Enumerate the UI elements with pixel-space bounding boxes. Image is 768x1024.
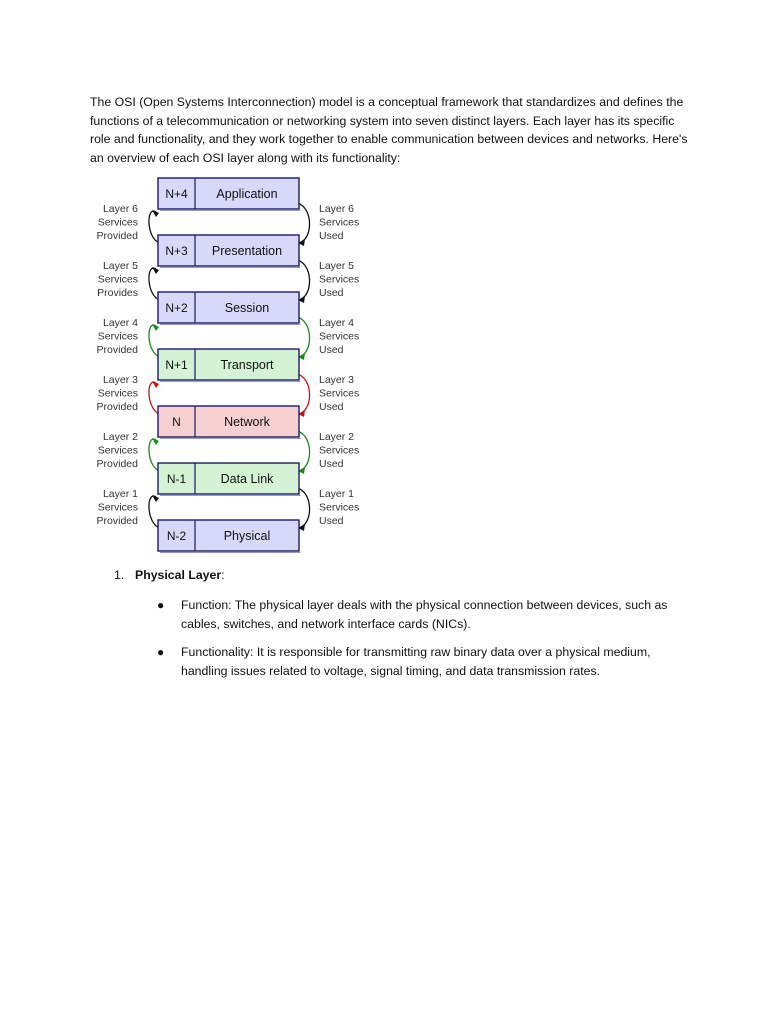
- right-service-label: Layer 1: [319, 488, 355, 500]
- right-service-label: Services: [319, 330, 360, 343]
- left-service-label: Provides: [97, 287, 138, 299]
- left-service-label: Layer 1: [102, 488, 138, 500]
- right-service-label: Used: [319, 287, 344, 299]
- list-item-title: Physical Layer: [135, 568, 222, 582]
- intro-paragraph: The OSI (Open Systems Interconnection) model is a conceptual framework that standardizes and defines the functions of a telecommunication or networking system into seven distinct layers. Each layer has its specific role and functionality, and they work together to enable communication between devices and networks. Here's an overview of each OSI layer along with its functionality:: [90, 95, 688, 165]
- layer-name: Data Link: [220, 472, 274, 486]
- list-item-title-suffix: :: [221, 568, 225, 582]
- layer-name: Transport: [220, 358, 274, 372]
- bullet-functionality: [157, 643, 677, 680]
- layer-name: Application: [216, 187, 278, 201]
- left-service-label: Services: [97, 216, 138, 229]
- left-service-label: Layer 4: [102, 317, 138, 329]
- right-service-label: Layer 5: [319, 260, 355, 272]
- right-service-label: Layer 6: [319, 203, 355, 215]
- layer-number: N+3: [165, 244, 188, 258]
- bullet-dot-icon: ●: [157, 645, 165, 659]
- layer-number: N: [172, 415, 181, 429]
- right-service-label: Used: [319, 515, 344, 527]
- left-service-label: Services: [97, 444, 138, 457]
- right-service-label: Services: [319, 444, 360, 457]
- layer-number: N+4: [165, 187, 188, 201]
- left-service-label: Provided: [96, 344, 138, 356]
- layer-name: Network: [224, 415, 270, 429]
- bullet-dot-icon: ●: [157, 598, 165, 612]
- left-service-label: Services: [97, 387, 138, 400]
- numbered-item-physical-layer: [114, 566, 225, 584]
- left-service-label: Provided: [96, 230, 138, 242]
- left-service-label: Provided: [96, 458, 138, 470]
- left-service-label: Services: [97, 330, 138, 343]
- left-service-label: Layer 3: [102, 374, 138, 386]
- right-service-label: Used: [319, 344, 344, 356]
- left-service-label: Services: [97, 501, 138, 514]
- list-number: 1.: [114, 568, 125, 582]
- left-service-label: Services: [97, 273, 138, 286]
- layer-number: N-2: [166, 529, 187, 543]
- layer-name: Presentation: [211, 244, 283, 258]
- bullet-text: Function: The physical layer deals with the physical connection between devices, such as cables, switches, and network interface cards (NICs).: [181, 598, 668, 631]
- layer-number: N+2: [165, 301, 188, 315]
- bullet-function: [157, 596, 677, 633]
- layer-number: N+1: [165, 358, 188, 372]
- left-service-label: Layer 2: [102, 431, 138, 443]
- right-service-label: Layer 4: [319, 317, 355, 329]
- left-service-label: Provided: [96, 515, 138, 527]
- right-service-label: Services: [319, 501, 360, 514]
- layer-name: Physical: [223, 529, 271, 543]
- right-service-label: Services: [319, 387, 360, 400]
- right-service-label: Used: [319, 458, 344, 470]
- left-service-label: Layer 6: [102, 203, 138, 215]
- right-service-label: Services: [319, 216, 360, 229]
- layer-number: N-1: [166, 472, 187, 486]
- left-service-label: Layer 5: [102, 260, 138, 272]
- left-service-label: Provided: [96, 401, 138, 413]
- right-service-label: Used: [319, 401, 344, 413]
- right-service-label: Layer 2: [319, 431, 355, 443]
- right-service-label: Services: [319, 273, 360, 286]
- right-service-label: Layer 3: [319, 374, 355, 386]
- osi-layer-diagram: [90, 174, 380, 556]
- bullet-text: Functionality: It is responsible for transmitting raw binary data over a physical medium, handling issues related to voltage, signal timing, and data transmission rates.: [181, 645, 651, 678]
- right-service-label: Used: [319, 230, 344, 242]
- layer-name: Session: [224, 301, 270, 315]
